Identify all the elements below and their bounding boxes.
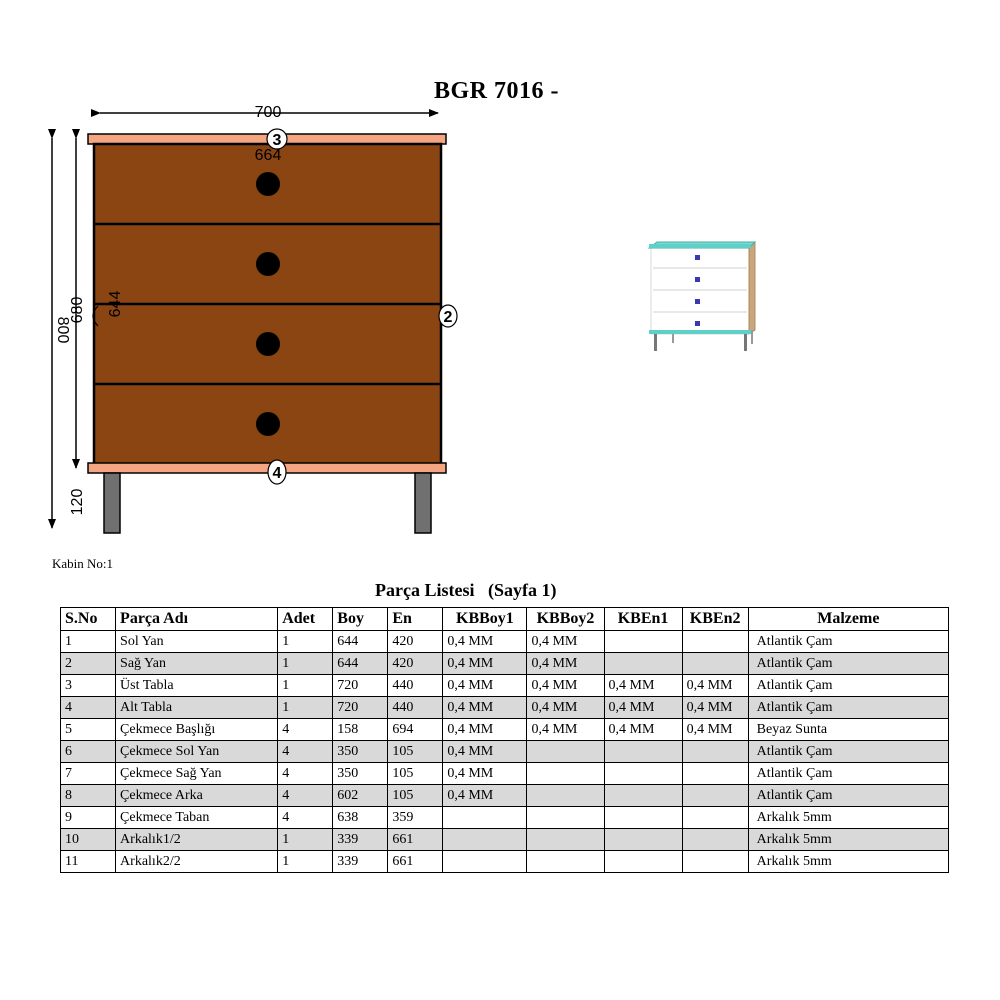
table-cell bbox=[527, 851, 604, 873]
table-cell: 0,4 MM bbox=[682, 719, 748, 741]
table-cell: 1 bbox=[278, 631, 333, 653]
column-header: KBBoy2 bbox=[527, 608, 604, 631]
column-header: S.No bbox=[61, 608, 116, 631]
table-cell: 339 bbox=[333, 829, 388, 851]
inner-width-label: 664 bbox=[254, 147, 282, 164]
table-cell: 0,4 MM bbox=[443, 675, 527, 697]
cabinet-3d-preview bbox=[645, 238, 760, 358]
table-cell: 602 bbox=[333, 785, 388, 807]
table-cell: 1 bbox=[278, 675, 333, 697]
table-cell: Atlantik Çam bbox=[748, 741, 948, 763]
table-cell bbox=[682, 653, 748, 675]
callout-3-label: 3 bbox=[272, 132, 282, 149]
table-cell: 339 bbox=[333, 851, 388, 873]
table-cell: 440 bbox=[388, 675, 443, 697]
table-cell: 0,4 MM bbox=[443, 741, 527, 763]
parts-table bbox=[60, 607, 949, 873]
table-cell: 1 bbox=[278, 851, 333, 873]
table-cell: 4 bbox=[278, 719, 333, 741]
table-cell: 0,4 MM bbox=[604, 719, 682, 741]
parts-list-title: Parça Listesi (Sayfa 1) bbox=[375, 580, 557, 600]
table-cell: 0,4 MM bbox=[682, 675, 748, 697]
table-row bbox=[61, 763, 949, 785]
table-cell: 0,4 MM bbox=[527, 653, 604, 675]
table-cell: 0,4 MM bbox=[527, 697, 604, 719]
table-row bbox=[61, 807, 949, 829]
cabinet-number: Kabin No:1 bbox=[52, 556, 114, 571]
table-cell: 638 bbox=[333, 807, 388, 829]
table-cell: Arkalık 5mm bbox=[748, 851, 948, 873]
table-cell: 420 bbox=[388, 631, 443, 653]
table-cell: Arkalık2/2 bbox=[116, 851, 278, 873]
table-cell bbox=[527, 741, 604, 763]
table-cell: Atlantik Çam bbox=[748, 785, 948, 807]
table-cell: 105 bbox=[388, 763, 443, 785]
document-title: BGR 7016 - bbox=[434, 78, 559, 104]
table-cell: 4 bbox=[278, 763, 333, 785]
table-cell: 158 bbox=[333, 719, 388, 741]
drawer-handle bbox=[256, 412, 280, 436]
table-cell: Çekmece Arka bbox=[116, 785, 278, 807]
table-cell: Çekmece Başlığı bbox=[116, 719, 278, 741]
callout-4-label: 4 bbox=[272, 465, 282, 482]
table-cell: 420 bbox=[388, 653, 443, 675]
leg-height-label: 120 bbox=[69, 488, 86, 516]
table-cell bbox=[527, 785, 604, 807]
table-cell: 0,4 MM bbox=[604, 697, 682, 719]
table-cell bbox=[443, 851, 527, 873]
table-cell: Çekmece Sağ Yan bbox=[116, 763, 278, 785]
drawer-handle bbox=[256, 172, 280, 196]
column-header: KBEn1 bbox=[604, 608, 682, 631]
table-row bbox=[61, 829, 949, 851]
table-cell bbox=[604, 653, 682, 675]
table-cell: 4 bbox=[278, 785, 333, 807]
table-cell: Atlantik Çam bbox=[748, 763, 948, 785]
table-cell: 720 bbox=[333, 675, 388, 697]
table-cell: Sağ Yan bbox=[116, 653, 278, 675]
table-cell: 694 bbox=[388, 719, 443, 741]
table-cell: Çekmece Taban bbox=[116, 807, 278, 829]
table-cell: 2 bbox=[61, 653, 116, 675]
table-cell: 0,4 MM bbox=[604, 675, 682, 697]
drawer-handle bbox=[256, 252, 280, 276]
table-cell: Atlantik Çam bbox=[748, 675, 948, 697]
leg bbox=[415, 473, 431, 533]
table-cell bbox=[604, 631, 682, 653]
table-cell: 720 bbox=[333, 697, 388, 719]
side-height-label: 644 bbox=[107, 290, 124, 318]
bottom-panel bbox=[88, 463, 446, 473]
table-cell: Atlantik Çam bbox=[748, 631, 948, 653]
column-header: Parça Adı bbox=[116, 608, 278, 631]
table-cell bbox=[443, 807, 527, 829]
table-cell bbox=[682, 785, 748, 807]
table-cell: 661 bbox=[388, 829, 443, 851]
drawer-handle bbox=[256, 332, 280, 356]
table-row bbox=[61, 719, 949, 741]
table-row bbox=[61, 653, 949, 675]
table-cell: Arkalık 5mm bbox=[748, 807, 948, 829]
table-cell bbox=[604, 829, 682, 851]
table-cell: Arkalık 5mm bbox=[748, 829, 948, 851]
table-cell: 644 bbox=[333, 653, 388, 675]
table-cell: 4 bbox=[278, 807, 333, 829]
table-cell: 0,4 MM bbox=[527, 631, 604, 653]
table-cell: 4 bbox=[61, 697, 116, 719]
table-cell bbox=[604, 851, 682, 873]
table-cell: Beyaz Sunta bbox=[748, 719, 948, 741]
total-height-label: 800 bbox=[54, 316, 71, 344]
table-cell: 0,4 MM bbox=[443, 653, 527, 675]
width-dimension-label: 700 bbox=[254, 104, 282, 121]
table-cell: 11 bbox=[61, 851, 116, 873]
column-header: Adet bbox=[278, 608, 333, 631]
table-cell bbox=[604, 763, 682, 785]
table-cell: Alt Tabla bbox=[116, 697, 278, 719]
table-cell: 0,4 MM bbox=[443, 631, 527, 653]
table-cell bbox=[682, 829, 748, 851]
table-cell bbox=[682, 741, 748, 763]
table-header-row bbox=[61, 608, 949, 631]
table-cell: 3 bbox=[61, 675, 116, 697]
table-cell bbox=[682, 631, 748, 653]
table-cell: 6 bbox=[61, 741, 116, 763]
column-header: KBEn2 bbox=[682, 608, 748, 631]
table-cell: 0,4 MM bbox=[682, 697, 748, 719]
table-cell: 359 bbox=[388, 807, 443, 829]
table-cell: 0,4 MM bbox=[443, 763, 527, 785]
body-height-label: 680 bbox=[69, 296, 86, 324]
column-header: Boy bbox=[333, 608, 388, 631]
table-cell: 1 bbox=[278, 697, 333, 719]
table-cell: 9 bbox=[61, 807, 116, 829]
table-cell: 350 bbox=[333, 741, 388, 763]
table-cell: Atlantik Çam bbox=[748, 697, 948, 719]
table-cell: 661 bbox=[388, 851, 443, 873]
table-cell bbox=[527, 763, 604, 785]
table-cell: 0,4 MM bbox=[443, 719, 527, 741]
table-cell: Sol Yan bbox=[116, 631, 278, 653]
table-cell bbox=[527, 829, 604, 851]
table-cell bbox=[443, 829, 527, 851]
table-cell: 0,4 MM bbox=[527, 719, 604, 741]
table-row bbox=[61, 851, 949, 873]
table-cell: 0,4 MM bbox=[443, 785, 527, 807]
table-cell: Çekmece Sol Yan bbox=[116, 741, 278, 763]
table-row bbox=[61, 741, 949, 763]
table-cell: 644 bbox=[333, 631, 388, 653]
callout-2-label: 2 bbox=[443, 309, 453, 326]
leg bbox=[104, 473, 120, 533]
table-cell bbox=[527, 807, 604, 829]
table-cell: Üst Tabla bbox=[116, 675, 278, 697]
column-header: KBBoy1 bbox=[443, 608, 527, 631]
table-cell: 1 bbox=[278, 653, 333, 675]
table-cell: 8 bbox=[61, 785, 116, 807]
column-header: En bbox=[388, 608, 443, 631]
table-cell: 0,4 MM bbox=[527, 675, 604, 697]
table-cell bbox=[682, 851, 748, 873]
table-cell: 5 bbox=[61, 719, 116, 741]
table-cell: 105 bbox=[388, 741, 443, 763]
table-cell: Atlantik Çam bbox=[748, 653, 948, 675]
table-cell: 440 bbox=[388, 697, 443, 719]
table-cell: Arkalık1/2 bbox=[116, 829, 278, 851]
table-cell: 0,4 MM bbox=[443, 697, 527, 719]
table-cell: 4 bbox=[278, 741, 333, 763]
table-cell: 1 bbox=[278, 829, 333, 851]
table-row bbox=[61, 785, 949, 807]
table-row bbox=[61, 631, 949, 653]
table-cell: 105 bbox=[388, 785, 443, 807]
column-header: Malzeme bbox=[748, 608, 948, 631]
table-cell bbox=[604, 785, 682, 807]
table-cell bbox=[604, 807, 682, 829]
table-row bbox=[61, 697, 949, 719]
table-cell: 1 bbox=[61, 631, 116, 653]
table-cell bbox=[604, 741, 682, 763]
table-row bbox=[61, 675, 949, 697]
table-cell: 10 bbox=[61, 829, 116, 851]
table-cell: 7 bbox=[61, 763, 116, 785]
table-cell bbox=[682, 763, 748, 785]
table-cell bbox=[682, 807, 748, 829]
table-cell: 350 bbox=[333, 763, 388, 785]
